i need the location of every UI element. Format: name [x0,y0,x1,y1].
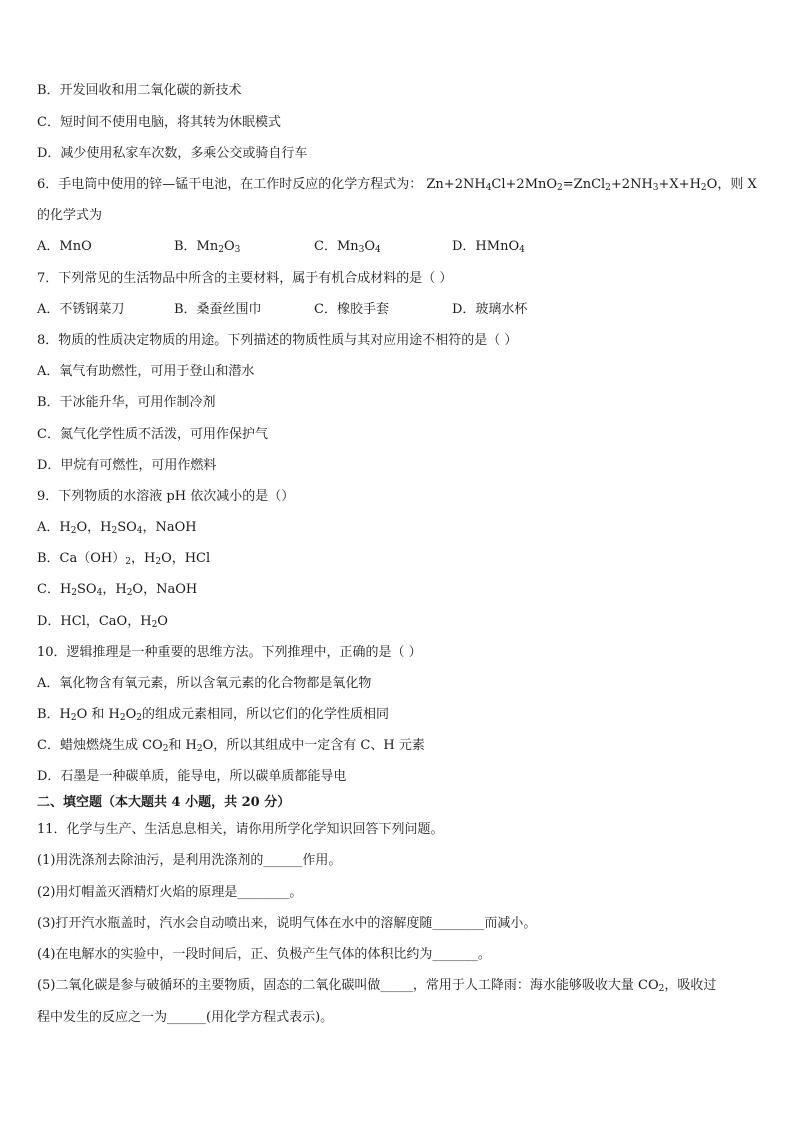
question-9: 9．下列物质的水溶液 pH 依次减小的是（） [37,489,295,504]
question-10: 10．逻辑推理是一种重要的思维方法。下列推理中，正确的是（ ） [37,645,422,660]
question-6: 6．手电筒中使用的锌—锰干电池，在工作时反应的化学方程式为： $Zn+2NH_4Cl+2MnO_2=ZnCl_2+2NH_3+X+H_2O$，则 X [37,177,757,193]
q9-option-b: B．$Ca(OH)_2$，$H_2O$，HCl [37,551,211,567]
q10-option-c: C．蜡烛燃烧生成 $CO_2$和 $H_2O$，所以其组成中一定含有 C、H 元素 [37,738,425,754]
option-b-carbon-tech: B．开发回收和用二氧化碳的新技术 [37,83,242,98]
q8-option-a: A．氧气有助燃性，可用于登山和潜水 [37,364,255,379]
q11-part-5-continued: 程中发生的反应之一为______(用化学方程式表示)。 [37,1010,334,1025]
q9-option-d: D．HCl，CaO，$H_2O$ [37,614,168,630]
q11-part-3: (3)打开汽水瓶盖时，汽水会自动喷出来，说明气体在水中的溶解度随________而减小。 [37,916,537,931]
q11-part-2: (2)用灯帽盖灭酒精灯火焰的原理是________。 [37,885,303,900]
q11-part-4: (4)在电解水的实验中，一段时间后，正、负极产生气体的体积比约为_______。 [37,947,491,962]
q10-option-b: B．$H_2O$ 和 $H_2O_2$的组成元素相同，所以它们的化学性质相同 [37,707,390,723]
option-d-reduce-car: D．减少使用私家车次数，多乘公交或骑自行车 [37,146,308,161]
q7-option-d: D．玻璃水杯 [452,302,528,317]
q11-part-5: (5)二氧化碳是参与破循环的主要物质，固态的二氧化碳叫做_____，常用于人工降雨：海水能够吸收大量 $CO_2$，吸收过 [37,978,717,994]
q6-option-d: D．HMnO$_4$ [452,239,525,255]
q9-option-a: A．$H_2O$，$H_2SO_4$，NaOH [37,520,197,536]
question-7: 7．下列常见的生活物品中所含的主要材料，属于有机合成材料的是（ ） [37,271,453,286]
option-c-computer-sleep: C．短时间不使用电脑，将其转为休眠模式 [37,115,281,130]
q8-option-d: D．甲烷有可燃性，可用作燃料 [37,458,217,473]
section-heading-fill-in: 二、填空题（本大题共 4 小题，共 20 分） [37,795,291,810]
q10-option-a: A．氧化物含有氧元素，所以含氧元素的化合物都是氧化物 [37,676,372,691]
q9-option-c: C．$H_2SO_4$，$H_2O$，NaOH [37,582,198,598]
q7-option-a: A．不锈钢菜刀 [37,302,125,317]
q11-part-1: (1)用洗涤剂去除油污，是利用洗涤剂的______作用。 [37,853,342,868]
question-8: 8．物质的性质决定物质的用途。下列描述的物质性质与其对应用途不相符的是（ ） [37,333,518,348]
q6-option-b: B．$Mn_2O_3$ [174,239,241,255]
question-6-continued: 的化学式为 [37,208,103,223]
question-11: 11．化学与生产、生活息息相关，请你用所学化学知识回答下列问题。 [37,822,444,837]
q6-option-a: A．MnO [37,239,92,254]
q7-option-c: C．橡胶手套 [314,302,389,317]
q8-option-b: B．干冰能升华，可用作制冷剂 [37,395,216,410]
q10-option-d: D．石墨是一种碳单质，能导电，所以碳单质都能导电 [37,769,347,784]
q8-option-c: C．氮气化学性质不活泼，可用作保护气 [37,427,268,442]
q7-option-b: B．桑蚕丝围巾 [174,302,262,317]
q6-option-c: C．$Mn_3O_4$ [314,239,381,255]
